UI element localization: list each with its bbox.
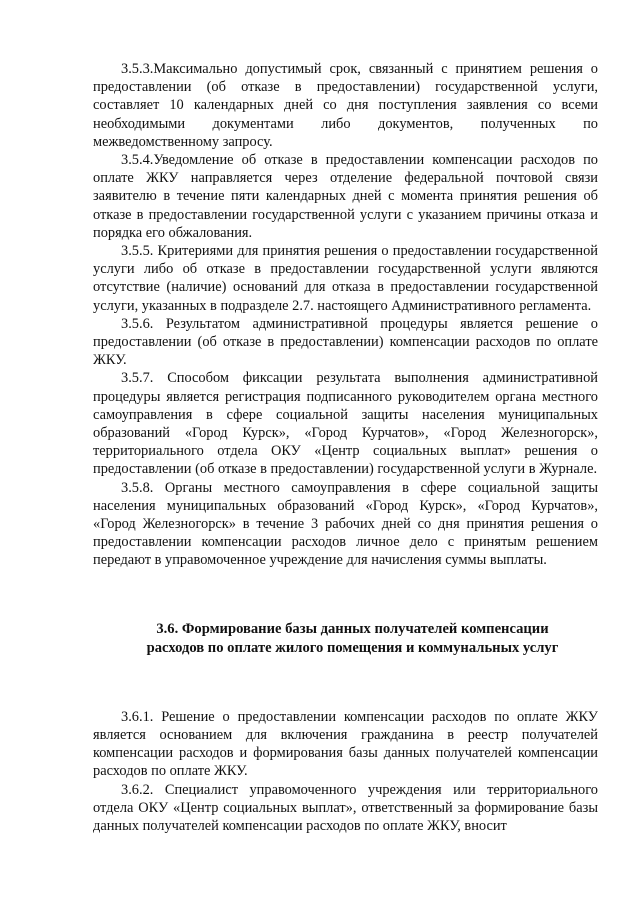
spacer [93, 658, 598, 708]
paragraph-3-5-7: 3.5.7. Способом фиксации результата выполнения административной процедуры является регистрация подписанного руководителем органа местного самоуправления в сфере социальной защиты населения муниципальных образований «Город Курск», «Город Курчатов», «Город Железногорск», территориального отдела ОКУ «Центр социальных выплат» решения о предоставлении (об отказе в предоставлении) государственной услуги в Журнале. [93, 370, 598, 478]
paragraph-3-5-6: 3.5.6. Результатом административной процедуры является решение о предоставлении (об отказе в предоставлении) компенсации расходов по оплате ЖКУ. [93, 315, 598, 369]
section-heading-line-1: 3.6. Формирование базы данных получателей компенсации [156, 620, 549, 637]
paragraph-3-5-4: 3.5.4.Уведомление об отказе в предоставлении компенсации расходов по оплате ЖКУ направляется через отделение федеральной почтовой связи заявителю в течение пяти календарных дней с момента принятия решения об отказе в предоставлении государственной услуги с указанием причины отказа и порядка его обжалования. [93, 152, 598, 241]
paragraph-3-5-8: 3.5.8. Органы местного самоуправления в сфере социальной защиты населения муниципальных образований «Город Курск», «Город Курчатов», «Город Железногорск» в течение 3 рабочих дней со дня принятия решения о предоставлении компенсации расходов личное дело с принятым решением передают в управомоченное учреждение для начисления суммы выплаты. [93, 479, 598, 569]
section-heading [93, 620, 598, 658]
paragraph-3-5-3: 3.5.3.Максимально допустимый срок, связанный с принятием решения о предоставлении (об отказе в предоставлении) государственной услуги, составляет 10 календарных дней со дня поступления заявления со всеми необходимыми документами либо документов, полученных по межведомственному запросу. [93, 61, 598, 150]
section-heading-line-2: расходов по оплате жилого помещения и коммунальных услуг [146, 639, 559, 656]
paragraph-3-6-2: 3.6.2. Специалист управомоченного учреждения или территориального отдела ОКУ «Центр социальных выплат», ответственный за формирование базы данных получателей компенсации расходов по оплате ЖКУ, вносит [93, 781, 598, 834]
paragraph-3-5-5: 3.5.5. Критериями для принятия решения о предоставлении государственной услуги либо об отказе в предоставлении государственной услуги являются отсутствие (наличие) оснований для отказа в предоставлении государственной услуги, указанных в подразделе 2.7. настоящего Административного регламента. [93, 243, 598, 314]
spacer [93, 570, 598, 620]
paragraph-3-6-1: 3.6.1. Решение о предоставлении компенсации расходов по оплате ЖКУ является основанием для включения гражданина в реестр получателей компенсации расходов и формирования базы данных получателей компенсации расходов по оплате ЖКУ. [93, 708, 598, 780]
document-page [93, 60, 598, 835]
